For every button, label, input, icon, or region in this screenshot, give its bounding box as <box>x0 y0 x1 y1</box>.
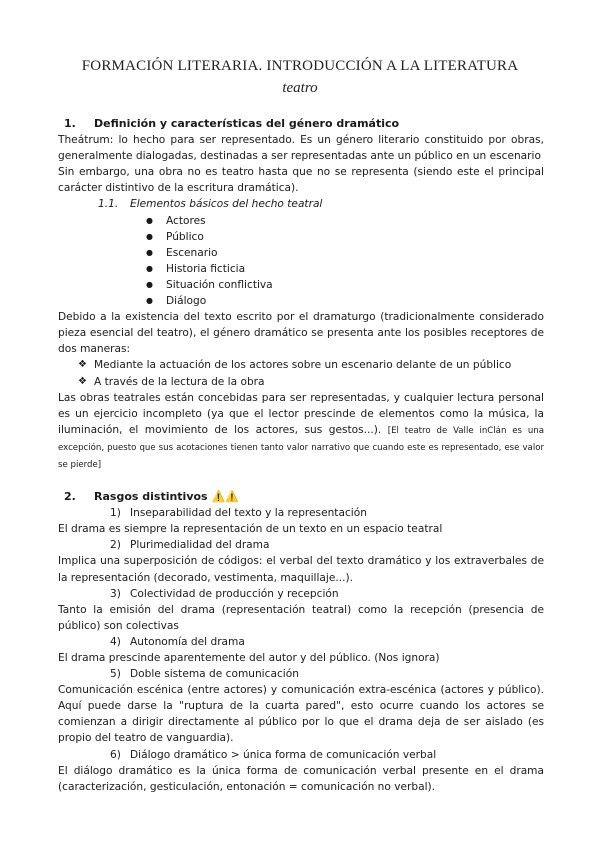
rasgo-label: Doble sistema de comunicación <box>130 668 299 681</box>
rasgo-number: 3) <box>110 587 121 600</box>
section-number: 1. <box>64 117 76 130</box>
footnote: [El teatro de Valle inClán es una excepción, puesto que sus acotaciones tienen tanto valor narrativo que cuando este es representado, ese valor se pierde] <box>58 425 544 470</box>
list-item: ● Situación conflictiva <box>146 277 544 293</box>
list-item: ● Escenario <box>146 245 544 261</box>
section-title: Definición y características del género dramático <box>94 117 400 130</box>
list-item: ● Actores <box>146 213 544 229</box>
rasgo-number: 2) <box>110 539 121 552</box>
rasgo-text: El diálogo dramático es la única forma de comunicación verbal presente en el drama (caracterización, gesticulación, entonación = comunicación no verbal). <box>58 764 544 793</box>
rasgo-text: Comunicación escénica (entre actores) y comunicación extra-escénica (actores y público). Aquí puede darse la "ruptura de la cuarta pared", esto ocurre cuando los actores se comienzan a dirigir directamente al público por lo que el drama deja de ser aislado (es propio del teatro de vanguardia). <box>58 684 544 745</box>
section-2-heading <box>58 489 544 505</box>
document-subtitle: teatro <box>282 80 318 96</box>
warning-icon: ⚠️⚠️ <box>211 490 239 504</box>
rasgo-label: Colectividad de producción y recepción <box>130 587 339 600</box>
list-item: ● Público <box>146 229 544 245</box>
list-item: ● Historia ficticia <box>146 261 544 277</box>
rasgo-text: El drama es siempre la representación de un texto en un espacio teatral <box>58 523 443 536</box>
paragraph-text: Las obras teatrales están concebidas para ser representadas, y cualquier lectura personal es un ejercicio incompleto (ya que el lector prescinde de elementos como la música, la iluminación, el movimiento de los actores, sus gestos...). <box>58 391 544 436</box>
rasgo-label: Plurimedialidad del drama <box>130 539 270 552</box>
rasgo-title <box>58 634 544 650</box>
list-item: ● Diálogo <box>146 293 544 309</box>
spacer <box>58 473 544 489</box>
rasgo-number: 4) <box>110 635 121 648</box>
rasgo-label: Diálogo dramático > única forma de comunicación verbal <box>130 748 437 761</box>
document-body <box>58 116 544 795</box>
paragraph: Debido a la existencia del texto escrito por el dramaturgo (tradicionalmente considerado pieza esencial del teatro), el género dramático se presenta ante los posibles receptores de dos maneras: <box>58 311 544 356</box>
section-title: Rasgos distintivos <box>94 490 208 504</box>
rasgo-text: Implica una superposición de códigos: el verbal del texto dramático y los extraverbales de la representación (decorado, vestimenta, maquillaje...). <box>58 555 544 584</box>
definition-paragraph-2: Sin embargo, una obra no es teatro hasta que no se representa (siendo este el principal carácter distintivo de la escritura dramática). <box>58 166 544 195</box>
subsection-number: 1.1. <box>98 198 119 211</box>
rasgo-text: El drama prescinde aparentemente del autor y del público. (Nos ignora) <box>58 652 440 664</box>
rasgo-number: 5) <box>110 668 121 681</box>
section-1-heading <box>58 116 544 132</box>
rasgo-title <box>58 666 544 682</box>
paragraph <box>58 390 544 473</box>
subsection-title: Elementos básicos del hecho teatral <box>130 198 323 211</box>
subsection-heading <box>58 196 544 212</box>
rasgo-title <box>58 747 544 763</box>
rasgo-title <box>58 505 544 521</box>
elements-list <box>58 213 544 310</box>
document-title: FORMACIÓN LITERARIA. INTRODUCCIÓN A LA LITERATURA <box>81 58 519 74</box>
rasgo-label: Inseparabilidad del texto y la representación <box>130 507 367 520</box>
rasgo-label: Autonomía del drama <box>130 635 245 648</box>
rasgo-title <box>58 586 544 602</box>
list-item: ❖ A través de la lectura de la obra <box>78 374 544 390</box>
rasgo-number: 1) <box>110 507 121 520</box>
definition-paragraph: Theátrum: lo hecho para ser representado. Es un género literario constituido por obras, generalmente dialogadas, destinadas a ser representadas ante un público en un escenario <box>58 134 544 163</box>
reception-ways-list <box>58 357 544 389</box>
list-item: ❖ Mediante la actuación de los actores sobre un escenario delante de un público <box>78 357 544 373</box>
rasgo-title <box>58 537 544 553</box>
rasgo-text: Tanto la emisión del drama (representación teatral) como la recepción (presencia de público) son colectivas <box>58 603 544 632</box>
rasgo-number: 6) <box>110 748 121 761</box>
section-number: 2. <box>64 490 76 504</box>
